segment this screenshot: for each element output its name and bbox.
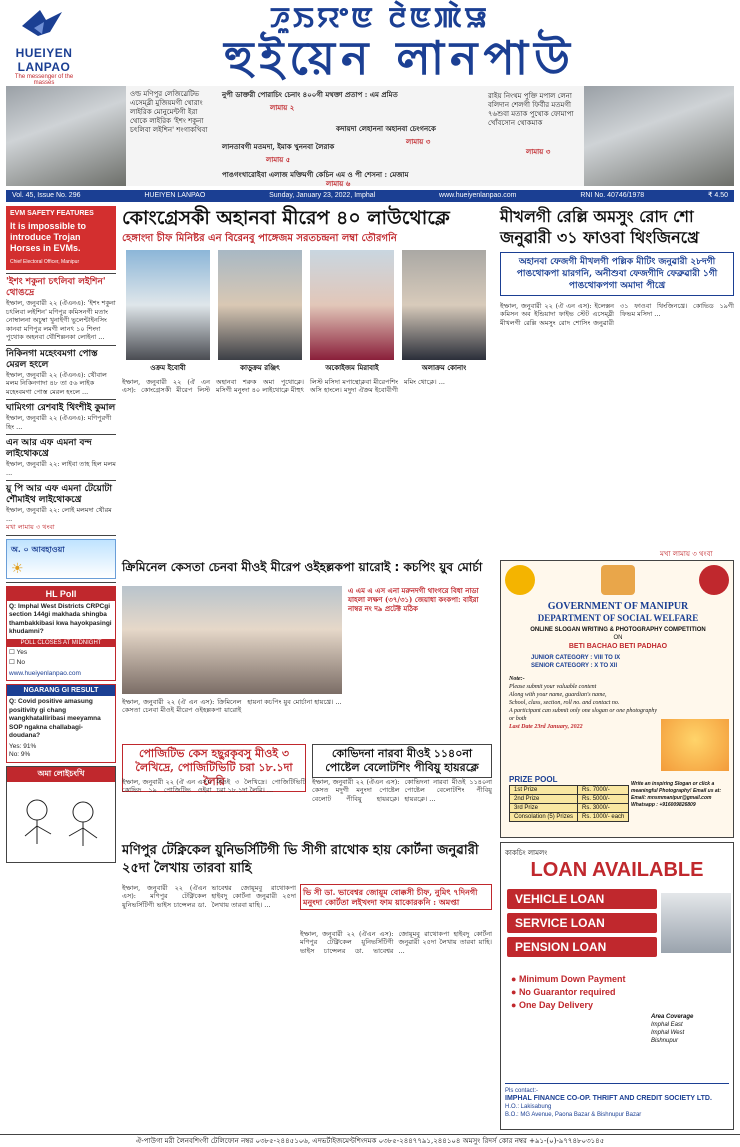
cartoon-illustration-icon [7, 782, 115, 862]
strip-tag-3b[interactable]: লামায় ৩ [526, 147, 551, 156]
prize-name: Consolation (5) Prizes [510, 813, 578, 822]
loan-benefit-1: ● Minimum Down Payment [511, 974, 626, 984]
loan-top-label: কাকচিং লামলং [505, 849, 548, 857]
loan-benefit-3: ● One Day Delivery [511, 1000, 593, 1010]
side-continue[interactable]: মখা লামায় ৩ থংবা [6, 523, 55, 531]
issue-date: Sunday, January 23, 2022, Imphal [269, 192, 376, 199]
story3-headline[interactable]: পোজিটিভ কেস হছুরকৃবসু মীওই ৩ লৈখিদ্রে, পোজিটিভিটি চরা ১৮.১দা লৈরি [122, 744, 306, 792]
right-lead-headline[interactable]: মীখলগী রেল্লি অমসুং রোদ শো জনুৱারী ৩১ ফাওবা থিংজিনখ্রে [500, 207, 699, 247]
lead-caption-1: ওক্রম ইবোবী [150, 363, 186, 372]
side-headline-5[interactable]: য়ু পি আর এফ এমনা টেয়োটা শৌমাইথ লাইথোকখ্রে [6, 484, 112, 505]
prize-amount: Rs. 1000/- each [578, 813, 629, 822]
meitei-masthead-title: ꯍꯨꯏꯌꯦꯟ ꯂꯥꯟꯄꯥꯎ [269, 1, 490, 34]
poll-yes-label: Yes [16, 648, 28, 656]
evm-safety-box [6, 206, 116, 270]
pension-loan-pill: PENSION LOAN [507, 937, 657, 957]
lead-caption-3: অকোইজম মিরাবাই [325, 363, 379, 372]
area-coverage [651, 1013, 731, 1045]
vehicles-image [661, 893, 731, 953]
paper-name: HUEIYEN LANPAO [144, 192, 206, 199]
side-body-5: ইম্ফাল, জনুবারী ২২: লোই মলমদা থৌরম ... [6, 506, 112, 523]
ad-write: Write an inspiring Slogan or click a meaningful Photography! Email us at: [631, 781, 722, 794]
side-body-1: ইম্ফাল, জনুবারী ২২ (ঐএনএ): 'ইশং শকুনা চৎলিবা লইশিন' মণিপুর কমিসনগী মতাং নোম্বালনা অচুম্বা খুনাইগী ভুলেন্টাইনসিং কানবা মণিপুর লমগী লানৎ ১০ শিংদা পুথোক অহনবা থৌশিল্লনকা লোইনা ... [6, 299, 116, 341]
lead-headline[interactable]: কোংগ্রেসকী অহানবা মীরেপ ৪০ লাউথোক্লে [122, 207, 450, 229]
weather-title: অ. ০ আবহাওয়া [11, 543, 65, 554]
loan-benefit-2-text: No Guarantor required [518, 987, 616, 997]
ad-email[interactable]: Email: mnsmmanipur@gmail.com [631, 795, 712, 801]
story4-headline[interactable]: কোভিদনা নারবা মীওই ১১৪০না পোষ্টেল বেলোটশিং পীবিয়ু হায়রক্লে [312, 744, 492, 778]
logo-name: HUEIYEN LANPAO [15, 46, 73, 74]
vehicle-loan-pill: VEHICLE LOAN [507, 889, 657, 909]
loan-branches: B.O.: MG Avenue, Paona Bazar & Bishnupur Bazar [505, 1112, 642, 1118]
strip-story-3: কদায়দা লেহাননা অহানবা চেংগনকে [336, 124, 436, 133]
issue-info-bar [6, 190, 734, 202]
prize-amount: Rs. 5000/- [578, 795, 629, 804]
story2-side: এ এম এ এস এনা মরুনদগী থাংগরে বিধা নাডা যাহলা লক্ষণ (৩৭/৩১) জেয়াধা কংকপা: বাইরা নাম্বর নং দ৯ প্রটেক্ট মঠিক [348, 586, 479, 613]
strip-photo-1 [6, 86, 126, 186]
website-link[interactable]: www.hueiyenlanpao.com [439, 192, 517, 199]
evm-safety-title: EVM SAFETY FEATURES [10, 210, 94, 217]
strip-tag-5[interactable]: লামায় ৫ [266, 155, 291, 164]
ad-note-2: Along with your name, guardian's name, [509, 692, 607, 698]
ad-note-title: Note:- [509, 676, 525, 682]
prize-amount: Rs. 3000/- [578, 804, 629, 813]
strip-tag-6[interactable]: লামায় ৬ [326, 179, 351, 188]
prize-amount: Rs. 7000/- [578, 786, 629, 795]
footer-contact-line: ঐ-পাউগা মরী লৈনবশিংগী টেলিফোন নম্বর ০৩৮৫-২৪৪৫১০৬, এদভর্টাইজমেণ্টশিংদমক ০৩৮৫-২৪৪৭৭৯১,২৪৪১০৪ অমসুং রিদর্স কোর নম্বর +৯১-(০)-৯৭৭৪৮০৩১৪৫ [0, 1134, 740, 1147]
weather-box [6, 539, 116, 579]
poll-no-label: No [16, 659, 25, 666]
cartoon-title: অমা লোইচংখি [7, 767, 115, 782]
beti-logo-icon [505, 565, 535, 595]
loan-society: IMPHAL FINANCE CO-OP. THRIFT AND CREDIT SOCIETY LTD. [505, 1095, 712, 1102]
side-body-2: ইম্ফাল, জনুবারী ২২ (ঐএনএ): থৌবাল মলম নিকিনগাদা ৪৮ তা ৫৬ লাইক মহেংবমগা পোস্ত মেরল হংলে ... [6, 370, 107, 396]
prize-row [510, 804, 629, 813]
story2-body: ইম্ফাল, জনুবারী ২২ (ঐ এন এস): ক্রিমিনেল কেসতা চেনবা মীওই মীরেপ ওইহল্লকপা য়ারোই হায়না কচপিং য়ুব মোর্চানা হায়খ্রে। ... [122, 698, 342, 715]
ad-junior: JUNIOR CATEGORY : VIII TO IX [531, 655, 621, 661]
loan-benefit-1-text: Minimum Down Payment [518, 974, 626, 984]
ad-whatsapp[interactable]: Whatsapp : +916009826809 [631, 802, 696, 808]
loan-title: LOAN AVAILABLE [530, 859, 704, 881]
lead-photo-2 [218, 250, 302, 360]
state-seal-icon [699, 565, 729, 595]
loan-ad [500, 842, 734, 1130]
right-lead-continue[interactable]: মখা লামায় ৩ থংবা [660, 550, 713, 558]
loan-office: H.O.: Lakisabung [505, 1104, 552, 1110]
masthead-logo [6, 2, 82, 86]
cartoon-box [6, 766, 116, 863]
social-welfare-ad [500, 560, 734, 838]
loan-contact [505, 1083, 729, 1119]
hl-poll-box [6, 586, 116, 682]
result-no: No: 9% [9, 751, 31, 758]
area-2: Imphal West [651, 1030, 685, 1036]
poll-option-no[interactable]: ☐ No [9, 659, 25, 666]
loan-types [507, 889, 657, 961]
ad-notes [509, 675, 659, 731]
poll-option-yes[interactable]: ☐ Yes [9, 648, 28, 656]
prize-name: 3rd Prize [510, 804, 578, 813]
ad-line-3: BETI BACHAO BETI PADHAO [568, 643, 668, 650]
ngarang-result-box [6, 684, 116, 763]
side-headline-1[interactable]: 'ইশং শকুনা চৎলিবা লইশিন' থোঙদ্রে [6, 277, 106, 298]
area-3: Bishnupur [651, 1038, 679, 1044]
strip-story-1: ওল্ড মণিপুর লেজিস্লেটিভ এসেম্ব্লী মুজিয়মগী থোরাং লাইরিক মোনুমেন্টগী ইরা থোকে লাইরিক 'ইশং শকুনা চৎলিবা লইশিন' শংগাকখিবা [130, 90, 208, 134]
loan-benefits [511, 973, 625, 1012]
logo-tagline: The messenger of the masses [14, 74, 74, 86]
area-1: Imphal East [651, 1022, 683, 1028]
strip-story-4: লানতাবগী মতমদা, ইমাক খুননবা লৈরাক [222, 142, 335, 151]
bottom-boxed: ভি সী ডা. ভাবেশ্বর জোয়ূম বোক্কসী চীফ, নুমিৎ ৭দিনগী মনুংদা কোর্টতা লইখংদা ফাম য়াকোরকনি : অমপ্তা [300, 884, 492, 910]
lead-photo-3 [310, 250, 394, 360]
prize-row [510, 813, 629, 822]
story4-body: ইম্ফাল, জনুবারী ২২ (ঐএন এস): কেসত মদুগী মনুংদা পোষ্টেল বেলোট পীবিয়ু হায়রক্লে। কোভিদনা নারবা মীওই ১১৪০না পোষ্টেল বেলোটশিং পীবিয়ু হায়রক্লে। ... [312, 778, 492, 803]
lead-body: ইম্ফাল, জনুবারী ২২ (ঐ এন এস): কোংগ্রেসকী মীরেপ লিস্ট অহানবা শরুক অমা পুথোক্লে। মসিগী মনুংদা ৪০ লাইথোক্লে মীহুৎ লিস্ট মসিদা মপান্থোক্লবা মীরেপশিং অসি হাংলে। মদুদা ঐক্রম ইবোবীগী মমিং থোক্লে। ... [122, 378, 445, 395]
loan-benefit-3-text: One Day Delivery [518, 1000, 593, 1010]
side-body-4: ইম্ফাল, জনুবারী ২২: লাইবা তাহ হিল মলম ... [6, 460, 116, 477]
ad-note-1: Please submit your valuable content [509, 684, 597, 690]
prize-row [510, 786, 629, 795]
ad-dept-line-2: DEPARTMENT OF SOCIAL WELFARE [537, 613, 699, 623]
result-yes: Yes: 91% [9, 742, 37, 750]
right-lead-sub: অহানবা ফেজগী মীখলগী পল্লিক মীটিং জনুৱারী ২৮দগী পাঙথোকপা য়ারগনি, অনীশুবা ফেজগীদি ফেব্রুৱারী ১গী পাঙথোকপগা অমাদা পীখ্রে [500, 252, 734, 296]
price: ₹ 4.50 [707, 192, 728, 199]
lead-photo-4 [402, 250, 486, 360]
left-sidebar [6, 206, 116, 1141]
strip-tag-3[interactable]: লামায় ৩ [406, 137, 431, 146]
side-headline-3[interactable]: ঘামিংগা রেশবাই থিংশীই কুমাল [6, 403, 116, 413]
evm-safety-text: It is impossible to introduce Trojan Horses in EVMs. [10, 221, 87, 253]
ad-note-5: Last Date 23rd January, 2022 [509, 724, 583, 730]
ad-note-4: A participant can submit only one slogan or one photography or both [509, 708, 658, 722]
volume-issue: Vol. 45, Issue No. 296 [12, 192, 81, 199]
poll-closes: POLL CLOSES AT MIDNIGHT [7, 639, 115, 647]
ad-contact [631, 781, 731, 809]
prize-pool-title: PRIZE POOL [509, 775, 558, 784]
bottom-body-left: ইম্ফাল, জনুবারী ২২ (ঐএন এস): মণিপুর টেক্নিকেল য়ুনিভর্সিটিগী ভাইস চান্সেলর ডা. ভাবেশ্বর জোয়ূমবু রাথোকপা হাইবদু কোর্টনা জনুৱারী ২৫দা লৈখায় তারবা য়াহি। ... [122, 884, 296, 909]
ad-line-2: ON [613, 635, 623, 641]
story2-headline[interactable]: ক্রিমিনেল কেসতা চেনবা মীওই মীরেপ ওইহল্লকপা য়ারোই : কচপিং য়ুব মোর্চা [122, 560, 483, 574]
ad-line-1: ONLINE SLOGAN WRITING & PHOTOGRAPHY COMPETITION [530, 627, 706, 633]
top-photo-strip [6, 86, 734, 186]
strip-story-5: রাইয় নিংথম পুক্তি মপাল লেনা বলিদান শেলগী ফির্বীর মতমগী ৭৬শুবা মতাক পুথোক ফোমাপা খোঁবসোন থোকমাক [488, 92, 574, 127]
strip-story-6: পাঙগংখারোইবা এলাজ মক্তিমগী কেচিন এম ও পী শেসনা : মেজাম [222, 170, 409, 179]
story2-photo [122, 586, 342, 694]
result-title: NGARANG GI RESULT [7, 685, 115, 696]
bottom-headline[interactable]: মণিপুর টেক্নিকেল য়ুনিভর্সিটিগী ভি সীগী রাথোক হায় কোর্টনা জনুৱারী ২৫দা লৈখায় তারবা য়াহি [122, 843, 479, 876]
poll-title: HL Poll [7, 587, 115, 601]
ad-dept-line-1: GOVERNMENT OF MANIPUR [547, 601, 689, 612]
prize-name: 1st Prize [510, 786, 578, 795]
result-question: Q: Covid positive amasung positivity gi chang wangkhatalliribasi meeyamna SOP ngakna challabagi-doudana? [9, 698, 101, 739]
story3-body: ইম্ফাল, জনুবারী ২২ (ঐ এন এস): কোভিদ ১৯ পোজিটিভ ওইবা মীওই ৩ লৈখিদ্রে। পোজিটিভিটি চরা ১৮.১দা লৈরি। ... [122, 778, 306, 795]
side-body-3: ইম্ফাল, জনুবারী ২২ (ঐএনএ): মণিপুরগী হিং ... [6, 414, 112, 431]
evm-safety-credit: Chief Electoral Officer, Manipur [10, 259, 80, 265]
poll-question: Q: Imphal West Districts CRPCgi section 144gi makhada shingba thambakkibasi kwa hayokpasingi khudamni? [9, 602, 112, 635]
lead-subhead: হেঙ্গাংদা চীফ মিনিষ্টর এন বিরেনবু পাঙ্গেজম সরতচন্দ্রনা লম্বা তৌরগনি [122, 233, 397, 244]
service-loan-pill: SERVICE LOAN [507, 913, 657, 933]
lead-caption-2: কাড়ুক্রম রঞ্জিৎ [240, 363, 280, 372]
right-lead-body: ইম্ফাল, জনুবারী ২২ (ঐ এন এস): ইলেক্সন কমিসন অব ইন্ডিয়াদা ফাইভ স্টেট এসেম্ব্লী মীখলগী রেল্লি অমসুং রোদ শোসিং জনুৱারী ৩১ ফাওবা থিংজিনখ্রে। কোভিড ১৯গী ফিভম মসিদা ... [500, 302, 734, 327]
side-headline-4[interactable]: এন আর এফ এমনা বন্দ লাইথোকখ্রে [6, 438, 92, 459]
lead-photo-1 [126, 250, 210, 360]
bengali-masthead-title: হুইয়েন লানপাউ [224, 31, 576, 85]
loan-benefit-2: ● No Guarantor required [511, 987, 616, 997]
strip-photo-2 [584, 86, 734, 186]
loan-contact-label: Pls contact:- [505, 1088, 539, 1094]
strip-story-2: নুপী ডাক্তরী পোরাচিং চেনাং ৪০০গী মথক্তা প্রতাপ : এম প্রমিত [222, 90, 398, 99]
rni-number: RNI No. 40746/1978 [580, 192, 645, 199]
sun-icon: ☀ [11, 560, 24, 577]
children-illustration [661, 719, 729, 771]
emblem-icon [601, 565, 635, 595]
bottom-body-right: ইম্ফাল, জনুবারী ২২ (ঐএন এস): মণিপুর টেক্নিকেল য়ুনিভর্সিটিগী ভাইস চান্সেলর ডা. ভাবেশ্বর জোয়ূমবু রাথোকপা হাইবদু কোর্টনা জনুৱারী ২৫দা লৈখায় তারবা য়াহি। ... [300, 930, 492, 955]
strip-tag-2[interactable]: লামায় ২ [270, 103, 295, 112]
poll-url[interactable]: www.hueiyenlanpao.com [9, 669, 81, 677]
prize-row [510, 795, 629, 804]
lead-caption-4: অলাক্রম কোনাং [421, 363, 467, 372]
ad-note-3: School, class, section, roll no. and contact no. [509, 700, 620, 706]
bird-logo-icon [20, 6, 64, 42]
side-headline-2[interactable]: নিকিনগা মহেংবমগা পোস্ত মেরল হংলে [6, 348, 98, 370]
lead-photo-row [122, 250, 492, 374]
ad-senior: SENIOR CATEGORY : X TO XII [531, 663, 618, 669]
prize-table [509, 785, 629, 822]
prize-name: 2nd Prize [510, 795, 578, 804]
area-label: Area Coverage [651, 1014, 694, 1020]
